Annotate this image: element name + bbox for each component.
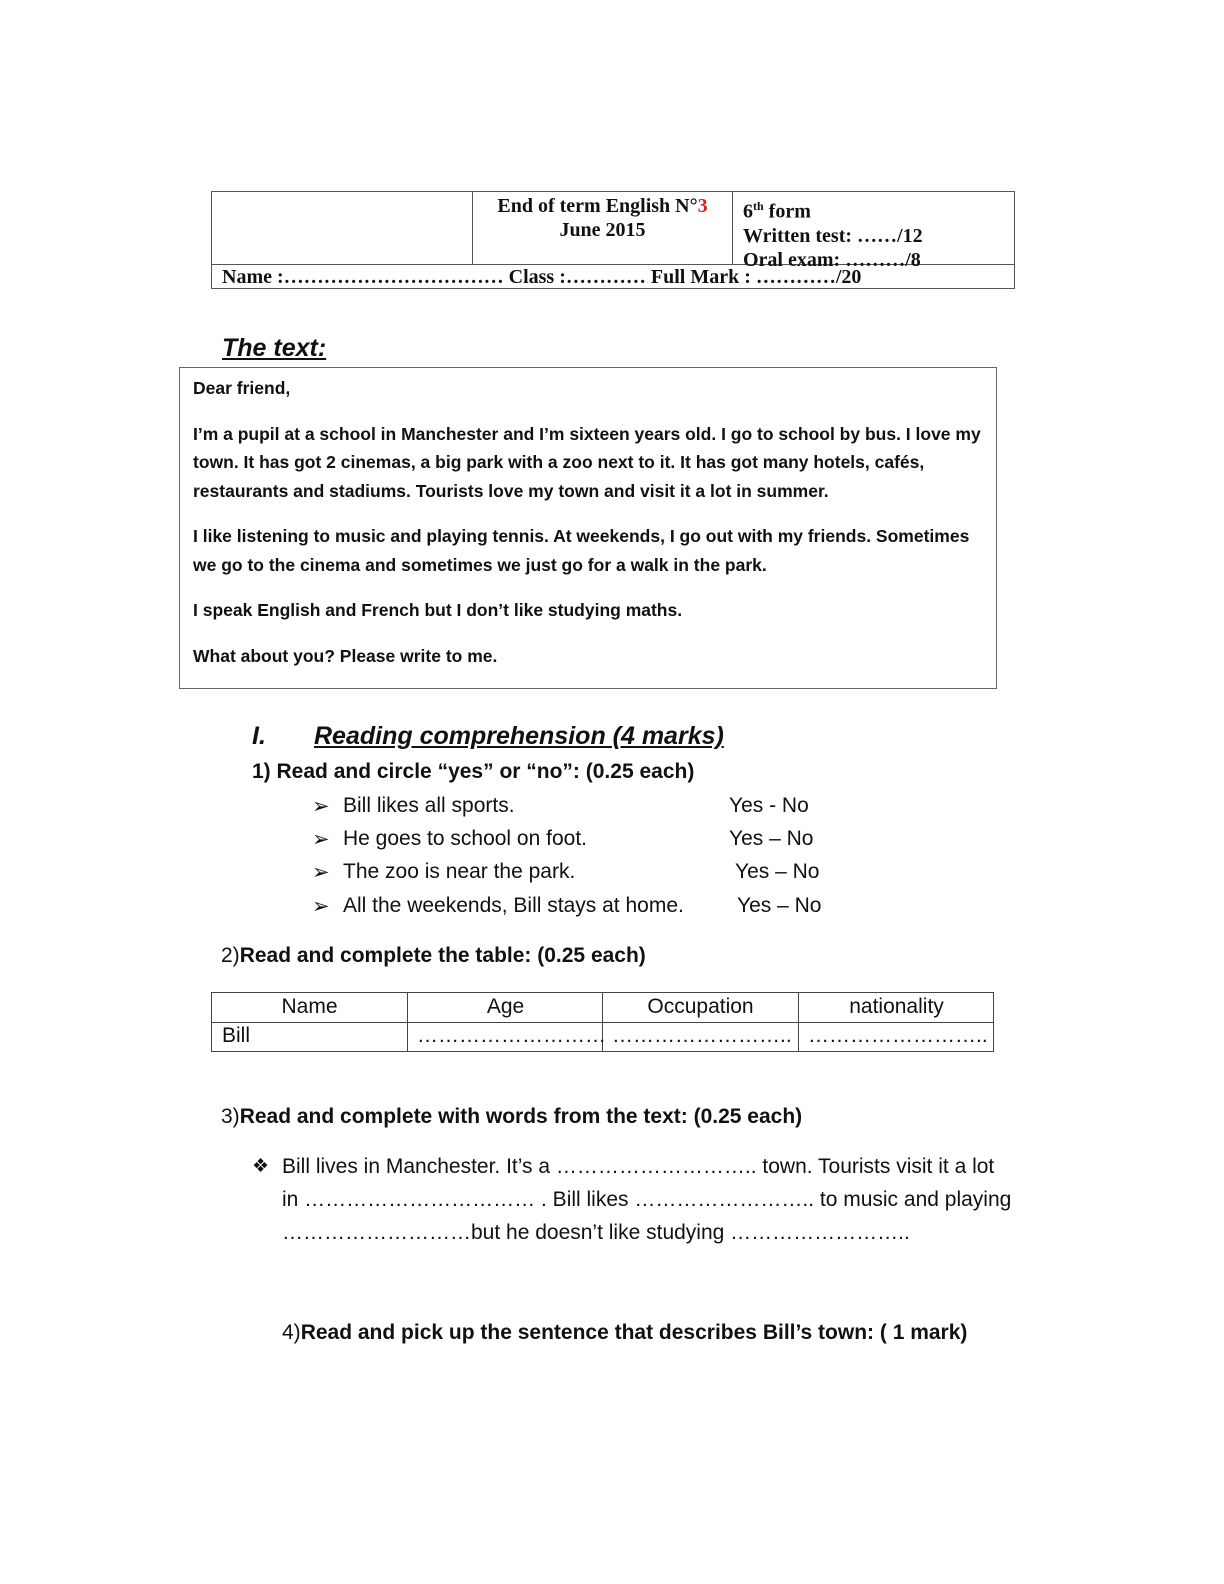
- statement-text: All the weekends, Bill stays at home.: [343, 894, 684, 917]
- fill-in-line[interactable]: Bill lives in Manchester. It’s a ……………………….. town. Tourists visit it a lot: [282, 1155, 995, 1178]
- table-header-occupation: Occupation: [647, 995, 754, 1018]
- exam-header-table: [211, 191, 1015, 289]
- table-cell-name: Bill: [222, 1024, 251, 1047]
- question-1-instruction: 1) Read and circle “yes” or “no”: (0.25 each): [252, 760, 695, 783]
- section-title: Reading comprehension (4 marks): [314, 722, 724, 750]
- letter-paragraph: I’m a pupil at a school in Manchester and I’m sixteen years old. I go to school by bus. I love my town. It has got 2 cinemas, a big park with a zoo next to it. It has got many hotels, cafés, restaurants and stadiums. Tourists love my town and visit it a lot in summer.: [193, 423, 981, 501]
- question-text: Read and complete with words from the text: (0.25 each): [239, 1105, 803, 1128]
- yes-no-options[interactable]: Yes – No: [729, 827, 814, 850]
- statement-text: The zoo is near the park.: [343, 860, 576, 883]
- exam-date: June 2015: [559, 219, 646, 241]
- exam-title-text: End of term English N°: [497, 195, 698, 217]
- exam-number: 3: [697, 195, 708, 217]
- bullet-arrow-icon: ➢: [312, 861, 330, 884]
- yes-no-options[interactable]: Yes – No: [737, 894, 822, 917]
- student-info-line: Name :…………………………… Class :………… Full Mark : …………/20: [222, 266, 862, 288]
- question-4-instruction: [282, 1321, 967, 1345]
- yes-no-options[interactable]: Yes - No: [729, 794, 809, 817]
- table-header-age: Age: [486, 995, 525, 1018]
- question-text: Read and complete the table: (0.25 each): [239, 944, 646, 967]
- yes-no-options[interactable]: Yes – No: [735, 860, 820, 883]
- table-header-nationality: nationality: [849, 995, 944, 1018]
- bullet-arrow-icon: ➢: [312, 795, 330, 818]
- question-text: Read and pick up the sentence that describes Bill’s town: ( 1 mark): [300, 1321, 968, 1344]
- form-number: 6: [743, 200, 753, 223]
- exam-title-cell: [473, 192, 732, 242]
- table-cell-age-blank[interactable]: ………………………: [417, 1024, 606, 1047]
- text-section-title: The text:: [222, 334, 327, 362]
- form-suffix: form: [763, 200, 811, 223]
- statement-text: He goes to school on foot.: [343, 827, 587, 850]
- section-numeral: I.: [252, 722, 266, 750]
- bullet-diamond-icon: ❖: [252, 1156, 270, 1177]
- question-number: 4): [282, 1321, 301, 1344]
- fill-in-line[interactable]: ………………………but he doesn’t like studying ……………………..: [282, 1221, 910, 1244]
- table-divider: [212, 1022, 993, 1023]
- form-label: [743, 194, 923, 224]
- reading-text-box: [179, 367, 997, 689]
- table-cell-occupation-blank[interactable]: ……………………..: [612, 1024, 792, 1047]
- exam-title: [473, 194, 732, 218]
- form-sup: th: [753, 199, 764, 213]
- header-divider: [732, 192, 733, 264]
- statement-text: Bill likes all sports.: [343, 794, 515, 817]
- oral-exam-score: Oral exam: ………/8: [743, 248, 921, 271]
- letter-closing: What about you? Please write to me.: [193, 645, 498, 666]
- bullet-arrow-icon: ➢: [312, 895, 330, 918]
- section-heading: [252, 722, 724, 751]
- written-test-score: Written test: ……/12: [743, 224, 923, 247]
- exam-info-cell: [743, 194, 923, 272]
- question-2-instruction: [221, 944, 646, 968]
- letter-greeting: Dear friend,: [193, 378, 291, 398]
- question-number: 3): [221, 1105, 240, 1128]
- letter-paragraph: I speak English and French but I don’t like studying maths.: [193, 600, 683, 620]
- complete-table: [211, 992, 994, 1052]
- fill-in-line[interactable]: in …………………………… . Bill likes …………………….. to music and playing: [282, 1188, 1012, 1211]
- table-cell-nationality-blank[interactable]: ……………………..: [808, 1024, 988, 1047]
- letter-paragraph: I like listening to music and playing tennis. At weekends, I go out with my friends. Sometimes we go to the cinema and sometimes we just go for a walk in the park.: [193, 526, 970, 575]
- table-header-name: Name: [281, 995, 338, 1018]
- question-number: 2): [221, 944, 240, 967]
- bullet-arrow-icon: ➢: [312, 828, 330, 851]
- question-3-instruction: [221, 1105, 802, 1129]
